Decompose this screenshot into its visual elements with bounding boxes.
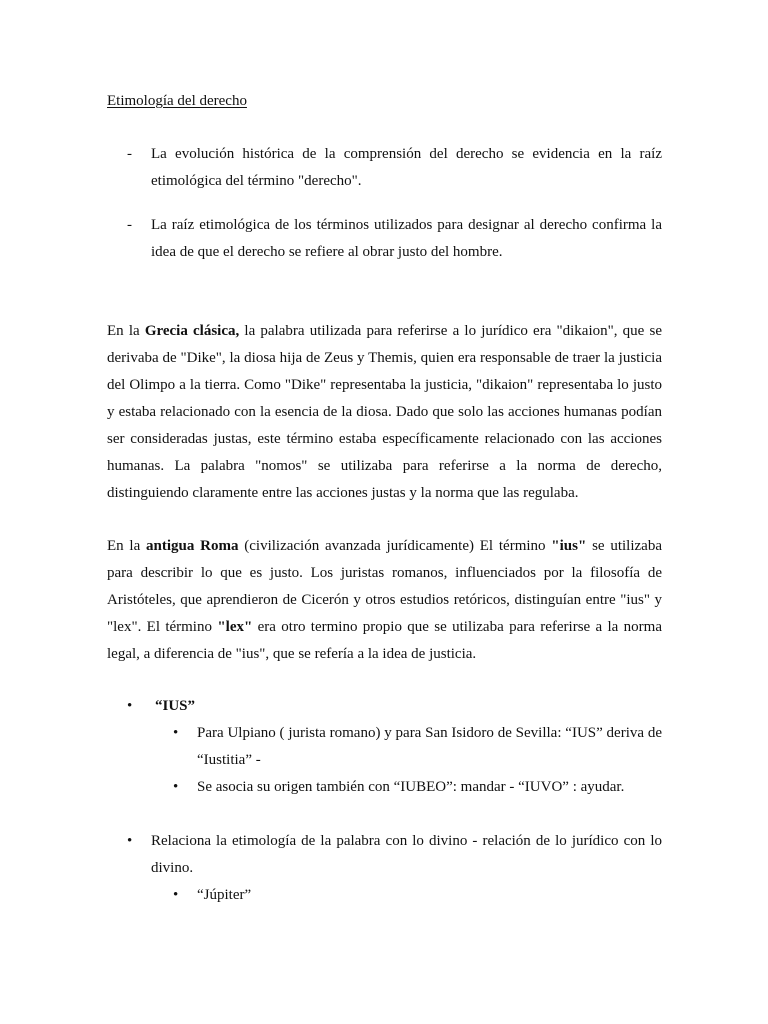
sub-bullet-text: Se asocia su origen también con “IUBEO”: mandar - “IUVO” : ayudar. [197, 779, 625, 795]
sub-bullet-text: “Júpiter” [197, 887, 252, 903]
paragraph-text: se utilizaba para describir lo que es justo. Los juristas romanos, influenciados por la filosofía de Aristóteles, que aprendieron de Cicerón y otros estudios retóricos, distinguían entre "ius" y "lex". El término [107, 538, 662, 635]
dash-item [107, 212, 662, 266]
bold-term-roma: antigua Roma [146, 538, 239, 554]
bullet-marker: • [173, 887, 179, 903]
paragraph-text: era otro termino propio que se utilizaba para referirse a la norma legal, a diferencia de "ius", que se refería a la idea de justicia. [107, 619, 662, 662]
paragraph-text: (civilización avanzada jurídicamente) El término [238, 538, 552, 554]
bullet-list-ius [107, 693, 662, 801]
bullet-text: Relaciona la etimología de la palabra con lo divino - relación de lo jurídico con lo divino. [151, 833, 662, 876]
dash-item-text: La evolución histórica de la comprensión del derecho se evidencia en la raíz etimológica del término "derecho". [151, 146, 662, 189]
paragraph-text: la palabra utilizada para referirse a lo jurídico era "dikaion", que se derivaba de "Dike", la diosa hija de Zeus y Themis, quien era responsable de traer la justicia del Olimpo a la tierra. Como "Dike" representaba la justicia, "dikaion" representaba lo justo y estaba relacionado con la esencia de la diosa. Dado que solo las acciones humanas podían ser consideradas justas, este término estaba específicamente relacionado con las acciones humanas. La palabra "nomos" se utilizaba para referirse a la norma de derecho, distinguiendo claramente entre las acciones justas y la norma que las regulaba. [107, 323, 662, 501]
paragraph-lead: En la [107, 538, 147, 554]
paragraph-grecia [107, 318, 662, 507]
dash-list [107, 141, 662, 266]
dash-item [107, 141, 662, 195]
bold-term-lex: "lex" [217, 619, 253, 635]
document-title: Etimología del derecho [107, 93, 247, 109]
sub-bullet-item [107, 882, 662, 909]
bullet-item [107, 828, 662, 882]
bullet-list-divino [107, 828, 662, 909]
paragraph-lead: En la [107, 323, 145, 339]
paragraph-roma [107, 533, 662, 668]
bullet-marker: • [173, 779, 179, 795]
bold-term-grecia: Grecia clásica, [144, 323, 240, 339]
bold-term-ius: "ius" [551, 538, 587, 554]
dash-marker: - [127, 146, 132, 162]
dash-item-text: La raíz etimológica de los términos utilizados para designar al derecho confirma la idea de que el derecho se refiere al obrar justo del hombre. [151, 217, 662, 260]
bullet-label-ius: “IUS” [155, 698, 196, 714]
sub-bullet-text: Para Ulpiano ( jurista romano) y para San Isidoro de Sevilla: “IUS” deriva de “Iustitia” - [197, 725, 662, 768]
bullet-marker: • [173, 725, 179, 741]
bullet-marker: • [127, 698, 133, 714]
sub-bullet-item [107, 720, 662, 774]
sub-bullet-item [107, 774, 662, 801]
dash-marker: - [127, 217, 132, 233]
bullet-item [107, 693, 662, 720]
bullet-marker: • [127, 833, 133, 849]
